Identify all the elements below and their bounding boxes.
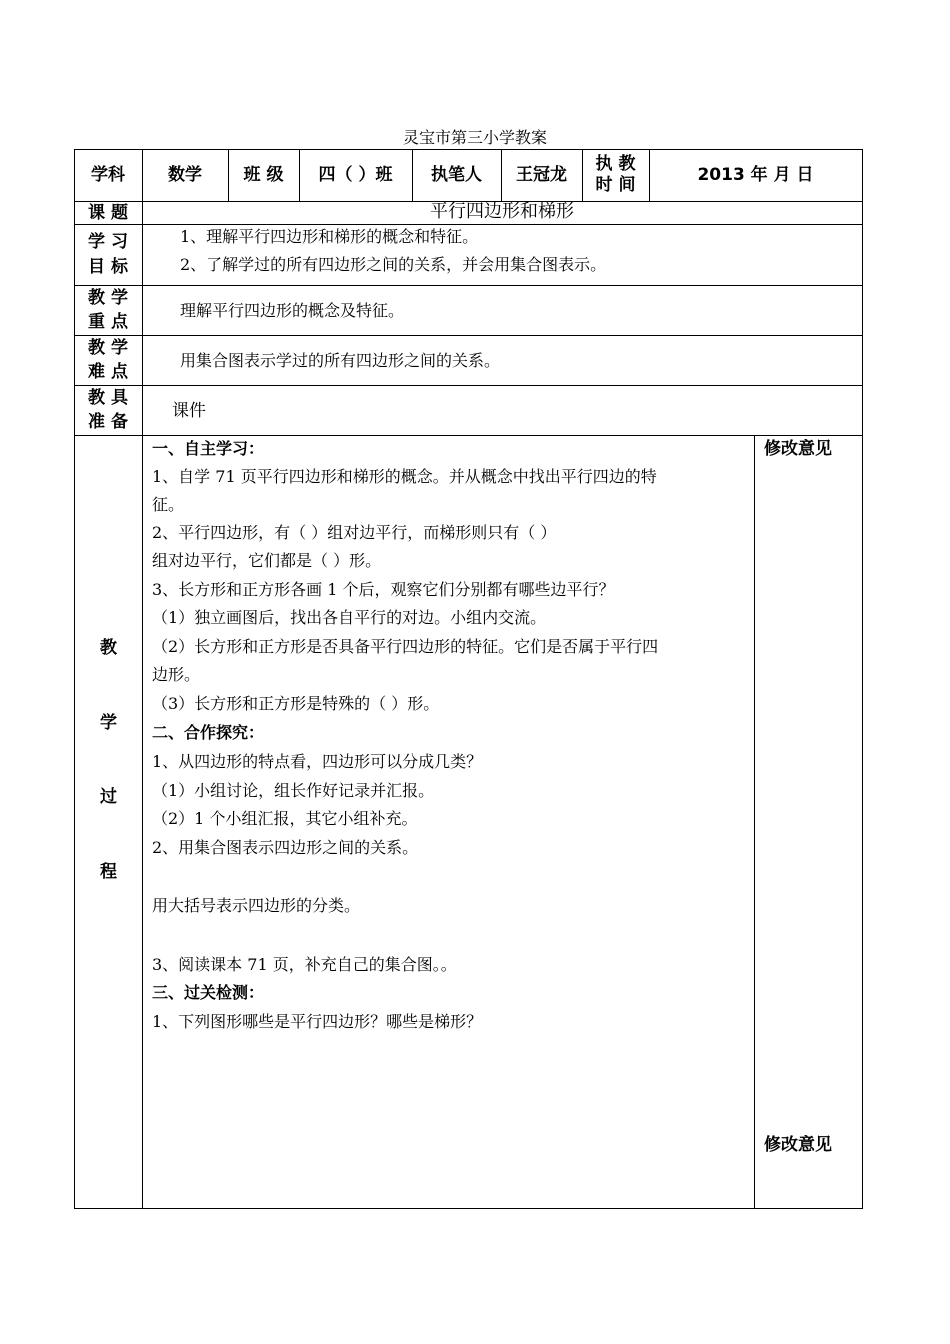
class-label: 班 级 [243, 165, 284, 185]
process-label-char-4: 程 [100, 862, 117, 882]
goals-label-line2: 目 标 [88, 256, 128, 277]
process-line: 2、用集合图表示四边形之间的关系。 [152, 838, 419, 857]
process-line: 3、长方形和正方形各画 1 个后，观察它们分别都有哪些边平行？ [152, 580, 615, 599]
lesson-plan-table [74, 149, 863, 1209]
goals-label-line1: 学 习 [88, 231, 128, 252]
time-label [582, 149, 649, 201]
difficulties-value: 用集合图表示学过的所有四边形之间的关系。 [180, 351, 501, 370]
section-heading-2: 二、合作探究： [152, 723, 265, 742]
key-points-label-line2: 重 点 [88, 312, 128, 332]
process-line: 1、自学 71 页平行四边形和梯形的概念。并从概念中找出平行四边的特 [152, 467, 657, 486]
key-points-value: 理解平行四边形的概念及特征。 [180, 301, 405, 320]
goal-item-1: 1、理解平行四边形和梯形的概念和特征。 [180, 227, 479, 246]
topic-value: 平行四边形和梯形 [430, 200, 574, 222]
process-label-char-1: 教 [100, 638, 117, 658]
class-value: 四（ ）班 [318, 165, 393, 185]
tools-label [74, 385, 142, 435]
tools-label-line1: 教 具 [88, 388, 128, 408]
revise-label-top: 修改意见 [764, 439, 832, 459]
time-label-line2: 时 间 [595, 175, 636, 195]
time-label-line1: 执 教 [595, 154, 636, 174]
goal-item-2: 2、了解学过的所有四边形之间的关系，并会用集合图表示。 [180, 255, 607, 274]
topic-label: 课 题 [88, 202, 128, 223]
date-value: 2013 年 月 日 [697, 165, 814, 185]
process-label-char-3: 过 [100, 787, 117, 807]
subject-value: 数学 [168, 165, 202, 185]
process-line: （2）长方形和正方形是否具备平行四边形的特征。它们是否属于平行四 [152, 637, 659, 656]
process-line: 征。 [152, 495, 185, 514]
process-line: 1、下列图形哪些是平行四边形？哪些是梯形？ [152, 1012, 483, 1031]
process-line: （1）小组讨论，组长作好记录并汇报。 [152, 781, 435, 800]
process-line: 组对边平行，它们都是（ ）形。 [152, 551, 382, 570]
process-line: 3、阅读课本 71 页，补充自己的集合图。。 [152, 955, 457, 974]
section-heading-1: 一、自主学习： [152, 439, 265, 458]
difficulties-label [74, 335, 142, 385]
process-line: 边形。 [152, 665, 201, 684]
process-line: （2）1 个小组汇报，其它小组补充。 [152, 809, 418, 828]
goals-label [74, 224, 142, 285]
school-title: 灵宝市第三小学教案 [402, 128, 547, 147]
revise-label-bottom: 修改意见 [764, 1135, 832, 1155]
section-heading-3: 三、过关检测： [152, 983, 265, 1002]
process-label-char-2: 学 [100, 713, 117, 733]
process-line: 2、平行四边形，有（ ）组对边平行，而梯形则只有（ ） [152, 523, 557, 542]
process-line: （1）独立画图后，找出各自平行的对边。小组内交流。 [152, 608, 547, 627]
difficulties-label-line1: 教 学 [88, 338, 128, 358]
difficulties-label-line2: 难 点 [88, 362, 128, 382]
key-points-label-line1: 教 学 [88, 288, 128, 308]
process-line: 1、从四边形的特点看，四边形可以分成几类？ [152, 752, 483, 771]
author-label: 执笔人 [431, 165, 482, 185]
key-points-label [74, 285, 142, 335]
process-line: 用大括号表示四边形的分类。 [152, 896, 361, 915]
process-line: （3）长方形和正方形是特殊的（ ）形。 [152, 694, 440, 713]
tools-label-line2: 准 备 [88, 412, 128, 432]
tools-value: 课件 [172, 401, 206, 421]
author-value: 王冠龙 [516, 165, 567, 185]
subject-label: 学科 [91, 165, 125, 185]
